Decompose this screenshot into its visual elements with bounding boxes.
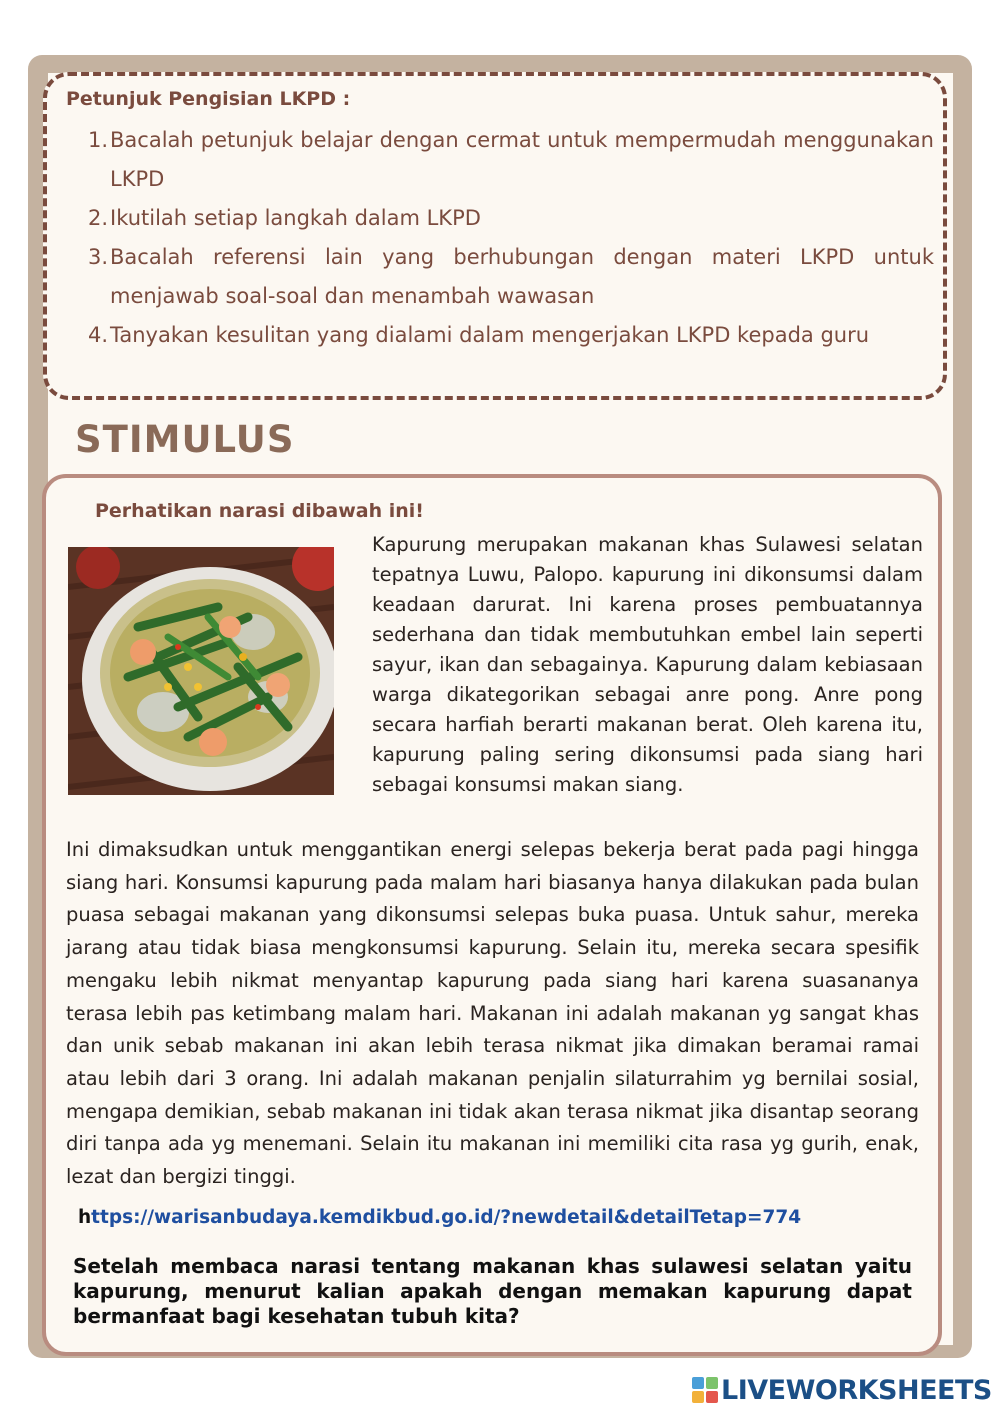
source-link-prefix: h <box>78 1207 92 1228</box>
instruction-text: Tanyakan kesulitan yang dialami dalam mengerjakan LKPD kepada guru <box>110 323 870 347</box>
instruction-text: Ikutilah setiap langkah dalam LKPD <box>110 206 481 230</box>
instruction-number: 1. <box>87 128 108 152</box>
instruction-item <box>78 121 934 199</box>
narrative-title: Perhatikan narasi dibawah ini! <box>95 500 424 522</box>
instruction-number: 3. <box>87 245 108 269</box>
instructions-list <box>78 121 934 355</box>
instruction-text: Bacalah petunjuk belajar dengan cermat untuk mempermudah menggunakan LKPD <box>110 128 934 191</box>
instruction-item <box>78 238 934 316</box>
source-link-url: ttps://warisanbudaya.kemdikbud.go.id/?newdetail&detailTetap=774 <box>91 1207 802 1228</box>
kapurung-photo <box>68 547 334 795</box>
question-text: Setelah membaca narasi tentang makanan khas sulawesi selatan yaitu kapurung, menurut kalian apakah dengan memakan kapurung dapat bermanfaat bagi kesehatan tubuh kita? <box>73 1254 912 1328</box>
narrative-paragraph-1: Kapurung merupakan makanan khas Sulawesi selatan tepatnya Luwu, Palopo. kapurung ini dikonsumsi dalam keadaan darurat. Ini karena proses pembuatannya sederhana dan tidak membutuhkan embel lain seperti sayur, ikan dan sebagainya. Kapurung dalam kebiasaan warga dikategorikan sebagai anre pong. Anre pong secara harfiah berarti makanan berat. Oleh karena itu, kapurung paling sering dikonsumsi pada siang hari sebagai konsumsi makan siang. <box>372 533 923 796</box>
instructions-title: Petunjuk Pengisian LKPD : <box>66 88 351 110</box>
brand-name: LIVEWORKSHEETS <box>721 1374 992 1406</box>
instruction-number: 4. <box>87 323 108 347</box>
narrative-paragraph-2: Ini dimaksudkan untuk menggantikan energi selepas bekerja berat pada pagi hingga siang hari. Konsumsi kapurung pada malam hari biasanya hanya dilakukan pada bulan puasa sebagai makanan yang dikonsumsi selepas buka puasa. Untuk sahur, mereka jarang atau tidak biasa mengkonsumsi kapurung. Selain itu, mereka secara spesifik mengaku lebih nikmat menyantap kapurung pada siang hari karena suasananya terasa lebih pas ketimbang malam hari. Makanan ini adalah makanan yg sangat khas dan unik sebab makanan ini akan lebih terasa nikmat jika dimakan beramai ramai atau lebih dari 3 orang. Ini adalah makanan penjalin silaturrahim yg bernilai sosial, mengapa demikian, sebab makanan ini tidak akan terasa nikmat jika disantap seorang diri tanpa ada yg menemani. Selain itu makanan ini memiliki cita rasa yg gurih, enak, lezat dan bergizi tinggi. <box>66 838 919 1189</box>
liveworksheets-brand[interactable] <box>692 1374 992 1406</box>
source-link[interactable] <box>78 1207 801 1228</box>
instruction-item <box>78 199 934 238</box>
instruction-number: 2. <box>87 206 108 230</box>
liveworksheets-logo-icon <box>692 1377 718 1403</box>
instruction-item <box>78 316 934 355</box>
instruction-text: Bacalah referensi lain yang berhubungan dengan materi LKPD untuk menjawab soal-soal dan menambah wawasan <box>110 245 934 308</box>
section-heading: STIMULUS <box>75 418 295 461</box>
